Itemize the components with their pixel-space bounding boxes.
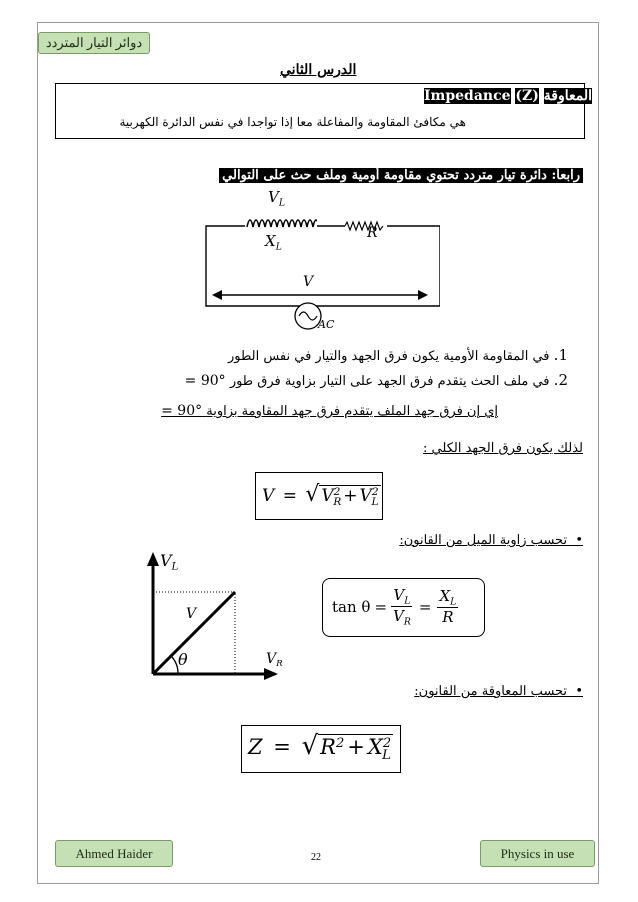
section-heading: رابعاً: دائرة تيار متردد تحتوي مقاومة أومية وملف حث على التوالي <box>219 168 583 183</box>
lesson-title: الدرس الثاني <box>280 62 357 78</box>
series-tag: دوائر التيار المتردد <box>38 32 150 54</box>
impedance-section-heading: • تحسب المعاوقة من القانون: <box>414 684 583 699</box>
reactance-label: $X_L$ <box>265 232 282 253</box>
total-voltage-heading: لذلك يكون فرق الجهد الكلي : <box>423 441 583 456</box>
point-2-number: 2. <box>553 371 568 389</box>
phasor-vl-label: $V_L$ <box>160 551 179 573</box>
ac-label: AC <box>318 318 335 331</box>
point-2 <box>185 371 568 389</box>
author-tag: Ahmed Haider <box>55 840 173 867</box>
formula-tan: tan θ = $\frac{V_L}{V_R}$ = $\frac{X_L}{R}$ <box>332 586 457 628</box>
resistor-symbol <box>345 219 387 233</box>
impedance-title <box>424 88 592 104</box>
phase-note-angle: = 90° <box>161 403 203 419</box>
point-1-text: في المقاومة الأومية يكون فرق الجهد والتيار في نفس الطور <box>227 349 550 364</box>
point-2-angle: = 90° <box>184 373 226 389</box>
total-voltage-label: V <box>303 274 314 290</box>
resistor-label: R <box>367 225 378 241</box>
formula-z: $Z = √R^2 + X^2_L$ <box>248 731 392 763</box>
page-number: 22 <box>311 852 321 863</box>
book-tag: Physics in use <box>480 840 595 867</box>
phase-note <box>161 403 498 419</box>
point-1-number: 1. <box>553 346 568 364</box>
impedance-definition: هي مكافئ المقاومة والمفاعلة معا إذا تواجدا في نفس الدائرة الكهربية <box>119 115 466 129</box>
impedance-title-ar: المعاوقة <box>543 88 592 104</box>
impedance-title-en: Impedance <box>424 88 511 104</box>
phasor-v-label: V <box>186 606 197 622</box>
phasor-theta-label: θ <box>178 650 188 669</box>
voltage-arrow <box>212 288 428 302</box>
point-2-text: في ملف الحث يتقدم فرق الجهد على التيار بزاوية فرق طور <box>229 374 550 389</box>
impedance-title-symbol: (Z) <box>515 88 539 104</box>
inductor-voltage-label: $V_L$ <box>268 188 286 209</box>
phasor-vr-label: $V_R$ <box>266 651 283 670</box>
phase-note-text: إي إن فرق جهد الملف يتقدم فرق جهد المقاومة بزاوية <box>206 404 498 419</box>
formula-v: V = √ $V^2_R + V^2_L$ <box>262 482 379 508</box>
angle-section-heading: • تحسب زاوية الميل من القانون: <box>399 533 583 548</box>
point-1 <box>228 346 568 364</box>
